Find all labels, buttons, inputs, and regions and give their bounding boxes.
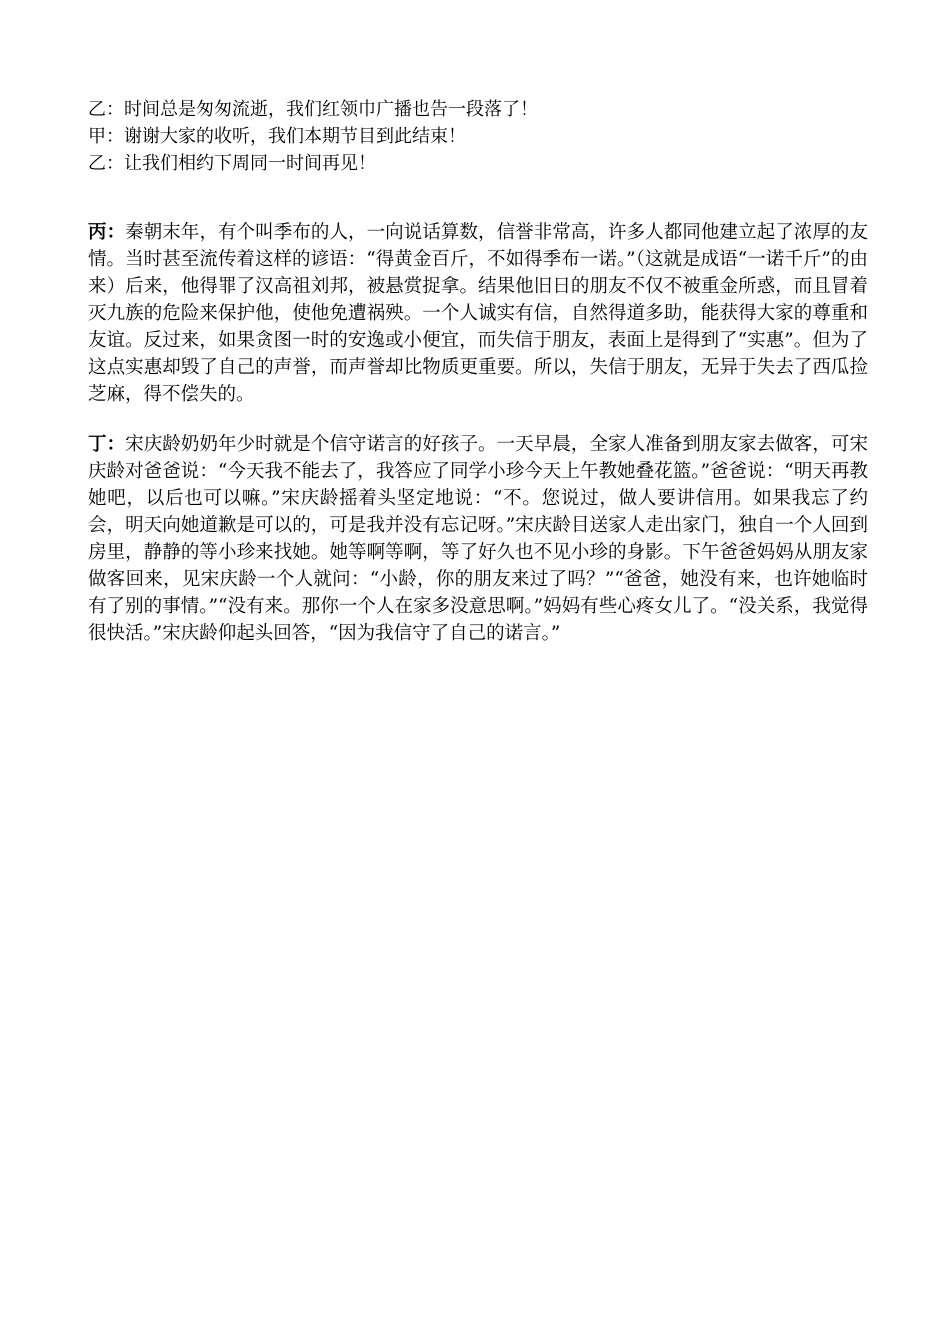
paragraph-text: 秦朝末年，有个叫季布的人，一向说话算数，信誉非常高，许多人都同他建立起了浓厚的友情。当时甚至流传着这样的谚语：“得黄金百斤，不如得季布一诺。”（这就是成语“一诺千斤”的由来）后来，他得罪了汉高祖刘邦，被悬赏捉拿。结果他旧日的朋友不仅不被重金所惑，而且冒着灭九族的危险来保护他，使他免遭祸殃。一个人诚实有信，自然得道多助，能获得大家的尊重和友谊。反过来，如果贪图一时的安逸或小便宜，而失信于朋友，表面上是得到了“实惠”。但为了这点实惠却毁了自己的声誉，而声誉却比物质更重要。所以，失信于朋友，无异于失去了西瓜捡芝麻，得不偿失的。 [88,222,868,405]
speaker-label: 乙： [88,99,124,120]
speaker-label: 丁： [88,434,126,455]
speaker-label: 乙： [88,153,124,174]
paragraph-bing [88,219,868,408]
dialog-text: 谢谢大家的收听，我们本期节目到此结束！ [124,126,466,147]
dialog-line [88,150,868,177]
dialog-text: 时间总是匆匆流逝，我们红领巾广播也告一段落了！ [124,99,538,120]
paragraph-ding [88,431,868,647]
speaker-label: 丙： [88,222,126,243]
dialog-block [88,96,868,177]
dialog-line [88,123,868,150]
paragraph-text: 宋庆龄奶奶年少时就是个信守诺言的好孩子。一天早晨，全家人准备到朋友家去做客，可宋庆龄对爸爸说：“今天我不能去了，我答应了同学小珍今天上午教她叠花篮。”爸爸说：“明天再教她吧，以后也可以嘛。”宋庆龄摇着头坚定地说：“不。您说过，做人要讲信用。如果我忘了约会，明天向她道歉是可以的，可是我并没有忘记呀。”宋庆龄目送家人走出家门，独自一个人回到房里，静静的等小珍来找她。她等啊等啊，等了好久也不见小珍的身影。下午爸爸妈妈从朋友家做客回来，见宋庆龄一个人就问：“小龄，你的朋友来过了吗？”“爸爸，她没有来，也许她临时有了别的事情。”“没有来。那你一个人在家多没意思啊。”妈妈有些心疼女儿了。“没关系，我觉得很快活。”宋庆龄仰起头回答，“因为我信守了自己的诺言。” [88,434,868,644]
speaker-label: 甲： [88,126,124,147]
dialog-text: 让我们相约下周同一时间再见！ [124,153,376,174]
document-page [88,96,868,670]
dialog-line [88,96,868,123]
